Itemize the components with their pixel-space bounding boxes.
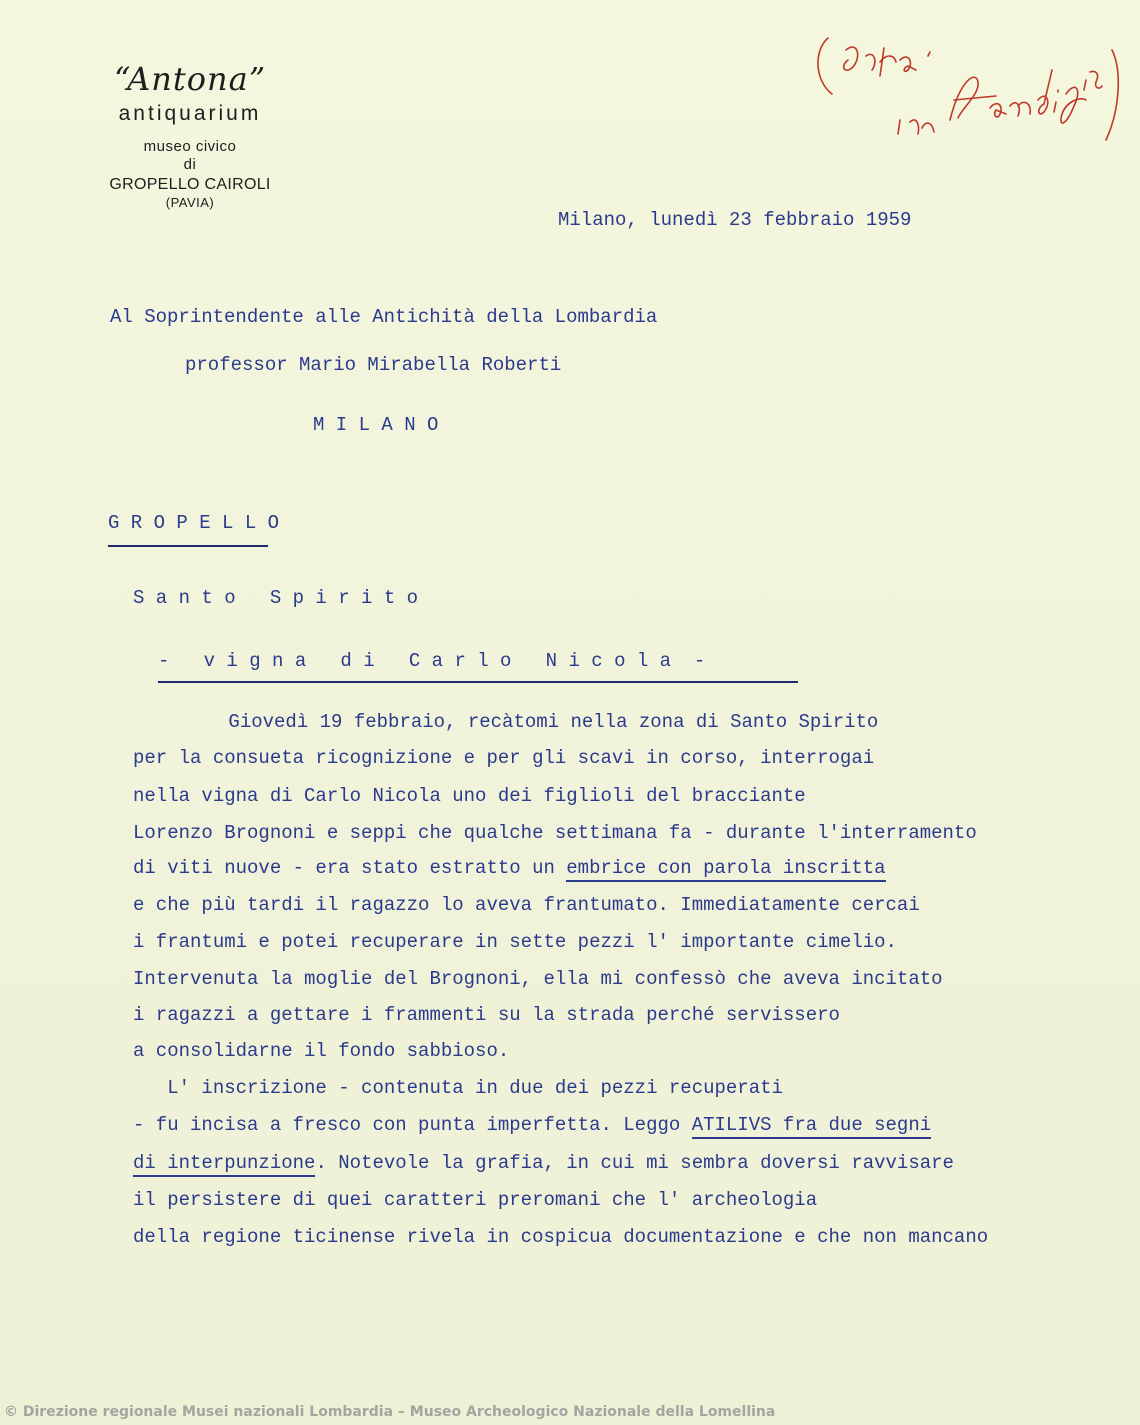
subject-place: G R O P E L L O	[108, 512, 280, 534]
handwritten-line2: in franchigia	[950, 110, 958, 111]
body-line-1: Giovedì 19 febbraio, recàtomi nella zona di Santo Spirito	[160, 711, 879, 733]
body-line-13	[133, 1152, 954, 1174]
copyright-footer: © Direzione regionale Musei nazionali Lombardia – Museo Archeologico Nazionale della Lomellina	[4, 1404, 776, 1420]
body-line-13-text: . Notevole la grafia, in cui mi sembra doversi ravvisare	[315, 1152, 954, 1174]
handwritten-note	[800, 10, 1130, 160]
body-line-7: i frantumi e potei recuperare in sette pezzi l' importante cimelio.	[133, 931, 897, 953]
handwritten-line1: Copia	[848, 64, 852, 65]
date-line: Milano, lunedì 23 febbraio 1959	[558, 209, 912, 231]
body-line-15: della regione ticinense rivela in cospicua documentazione e che non mancano	[133, 1226, 989, 1248]
underlined-embrice: embrice con parola inscritta	[566, 857, 885, 882]
body-line-5	[133, 857, 886, 879]
body-line-11: L' inscrizione - contenuta in due dei pezzi recuperati	[133, 1077, 783, 1099]
body-line-12-text: - fu incisa a fresco con punta imperfetta. Leggo	[133, 1114, 692, 1136]
letterhead-town: GROPELLO CAIROLI	[109, 176, 271, 193]
body-line-14: il persistere di quei caratteri preromani che l' archeologia	[133, 1189, 818, 1211]
body-line-12	[133, 1114, 931, 1136]
letterhead-province: (PAVIA)	[165, 195, 215, 210]
underlined-interpunzione: di interpunzione	[133, 1152, 315, 1177]
subject-place-underline	[108, 545, 268, 547]
body-line-10: a consolidarne il fondo sabbioso.	[133, 1040, 510, 1062]
subject-vineyard-underline	[158, 681, 798, 683]
letterhead-subtitle: antiquarium	[118, 102, 262, 125]
subject-site: S a n t o S p i r i t o	[133, 587, 419, 609]
body-line-8: Intervenuta la moglie del Brognoni, ella mi confessò che aveva incitato	[133, 968, 943, 990]
letterhead-di: di	[183, 156, 197, 173]
underlined-atilivs: ATILIVS fra due segni	[692, 1114, 931, 1139]
letterhead	[80, 60, 300, 212]
subject-vineyard: - v i g n a d i C a r l o N i c o l a -	[158, 650, 706, 672]
body-line-4: Lorenzo Brognoni e seppi che qualche settimana fa - durante l'interramento	[133, 822, 977, 844]
body-line-9: i ragazzi a gettare i frammenti su la strada perché servissero	[133, 1004, 840, 1026]
addressee-city: M I L A N O	[313, 414, 439, 436]
body-line-6: e che più tardi il ragazzo lo aveva frantumato. Immediatamente cercai	[133, 894, 920, 916]
body-line-3: nella vigna di Carlo Nicola uno dei figlioli del bracciante	[133, 785, 806, 807]
body-line-5-text: di viti nuove - era stato estratto un	[133, 857, 567, 879]
addressee-name: professor Mario Mirabella Roberti	[185, 354, 562, 376]
addressee-title: Al Soprintendente alle Antichità della Lombardia	[110, 306, 658, 328]
letterhead-museo: museo civico	[143, 138, 237, 155]
body-line-2: per la consueta ricognizione e per gli scavi in corso, interrogai	[133, 747, 875, 769]
letterhead-name: “Antona”	[113, 60, 267, 98]
